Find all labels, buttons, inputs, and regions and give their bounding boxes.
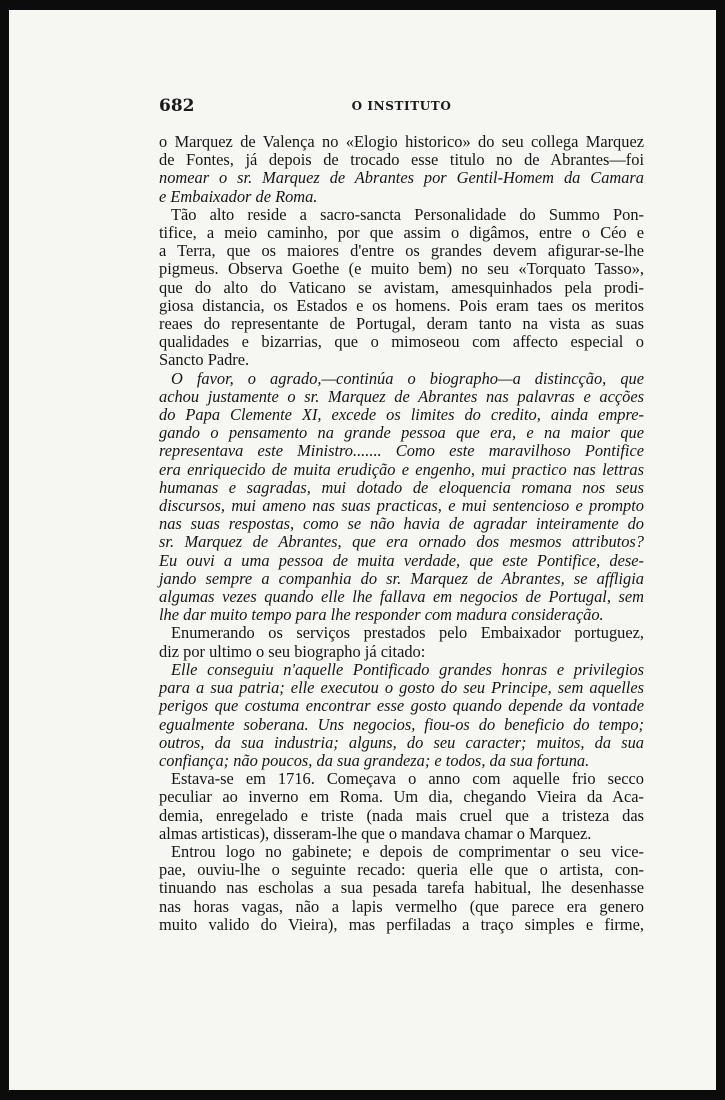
text-line: Entrou logo no gabinete; e depois de comprimentar o seu vice- [171,841,644,861]
text-line: de Fontes, já depois de trocado esse titulo no de Abrantes—foi [159,150,644,170]
text-line: que do alto do Vaticano se avistam, amesquinhados pela prodi- [159,277,644,297]
page-number: 682 [159,96,195,116]
text-line: humanas e sagradas, mui dotado de eloquencia romana nos seus [159,477,644,497]
text-line: discursos, mui ameno nas suas practicas, e mui sentencioso e prompto [159,496,644,516]
text-line: Sancto Padre. [159,350,250,370]
text-line: diz por ultimo o seu biographo já citado: [159,641,426,661]
text-line: era enriquecido de muita erudição e engenho, mui practico nas lettras [159,459,644,479]
text-line: perigos que costuma encontrar esse gosto quando depende da vontade [159,696,644,716]
text-line: algumas vezes quando elle lhe fallava em negocios de Portugal, sem [159,587,644,607]
text-line: para a sua patria; elle executou o gosto do seu Principe, sem aquelles [159,678,644,698]
paragraph [159,133,644,206]
text-line: tinuando nas escholas a sua pesada tarefa habitual, lhe desenhasse [159,878,644,898]
text-line: achou justamente o sr. Marquez de Abrantes nas palavras e acções [159,386,644,406]
text-line: outros, da sua industria; alguns, do seu caracter; muitos, da sua [159,732,644,752]
text-line: nas horas vagas, não a lapis vermelho (que parece era genero [159,896,644,916]
text-line: nomear o sr. Marquez de Abrantes por Gentil-Homem da Camara [159,168,644,188]
running-head: O INSTITUTO [351,99,452,113]
text-line: demia, enregelado e triste (nada mais cruel que a tristeza das [159,805,644,825]
text-line: qualidades e bizarrias, que o mimoseou com affecto especial o [159,332,644,352]
text-line: O favor, o agrado,—continúa o biographo—a distincção, que [171,368,644,388]
text-line: Enumerando os serviços prestados pelo Embaixador portuguez, [171,623,644,643]
text-line: tifice, a meio caminho, por que assim o digâmos, entre o Céo e [159,223,644,243]
paragraph [159,843,644,934]
text-line: a Terra, que os maiores d'entre os grandes devem afigurar-se-lhe [159,241,644,261]
text-line: Tão alto reside a sacro-sancta Personalidade do Summo Pon- [171,204,644,224]
text-line: representava este Ministro....... Como este maravilhoso Pontifice [159,441,644,461]
text-line: pigmeus. Observa Goethe (e muito bem) no seu «Torquato Tasso», [159,259,644,279]
paragraph [159,370,644,625]
text-line: peculiar ao inverno em Roma. Um dia, chegando Vieira da Aca- [159,787,644,807]
text-line: sr. Marquez de Abrantes, que era ornado dos mesmos attributos? [159,532,644,552]
text-line: muito valido do Vieira), mas perfiladas a traço simples e firme, [159,914,644,934]
text-line: pae, ouviu-lhe o seguinte recado: queria elle que o artista, con- [159,860,644,880]
text-line: reaes do representante de Portugal, deram tanto na vista as suas [159,314,644,334]
text-line: confiança; não poucos, da sua grandeza; e todos, da sua fortuna. [159,750,590,770]
text-line: giosa distancia, os Estados e os homens. Pois eram taes os meritos [159,295,644,315]
paragraph [159,206,644,370]
text-line: nas suas respostas, como se não havia de agradar inteiramente do [159,514,644,534]
text-line: Elle conseguiu n'aquelle Pontificado grandes honras e privilegios [171,659,644,679]
text-line: o Marquez de Valença no «Elogio historico» do seu collega Marquez [159,132,644,151]
page-header [159,96,644,118]
text-line: do Papa Clemente XI, excede os limites do credito, ainda empre- [159,405,644,425]
text-line: lhe dar muito tempo para lhe responder com madura consideração. [159,605,604,625]
paragraph [159,770,644,843]
text-line: Eu ouvi a uma pessoa de muita verdade, que este Pontifice, dese- [159,550,644,570]
paragraph [159,661,644,770]
book-page [9,10,716,1090]
text-line: Estava-se em 1716. Começava o anno com aquelle frio secco [171,769,644,789]
text-line: jando sempre a companhia do sr. Marquez de Abrantes, se affligia [159,568,644,588]
text-line: gando o pensamento na grande pessoa que era, e na maior que [159,423,644,443]
text-line: egualmente soberana. Uns negocios, fiou-os do beneficio do tempo; [159,714,644,734]
text-line: e Embaixador de Roma. [159,186,318,206]
paragraph [159,624,644,660]
text-line: almas artisticas), disseram-lhe que o mandava chamar o Marquez. [159,823,592,843]
body-text [159,133,644,934]
